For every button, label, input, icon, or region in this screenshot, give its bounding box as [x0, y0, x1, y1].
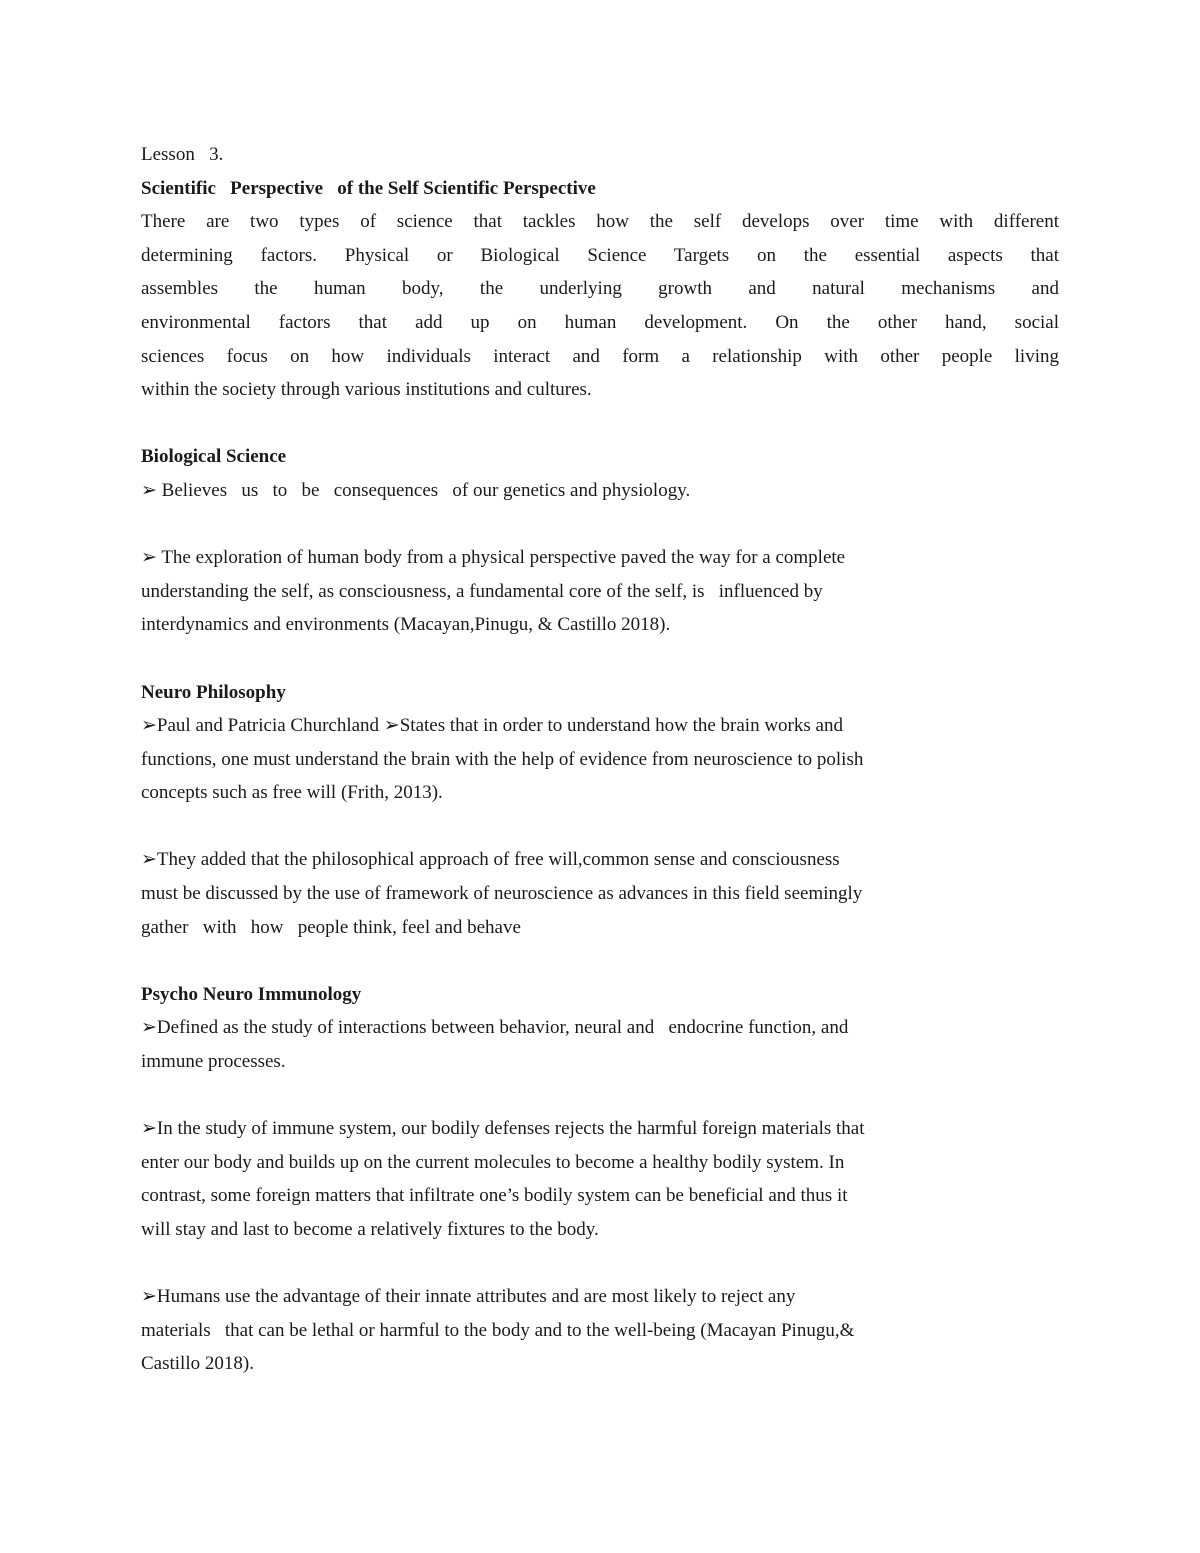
bullet-line: immune processes. — [141, 1051, 286, 1073]
document-title: Scientific Perspective of the Self Scientific Perspective — [141, 177, 596, 199]
intro-line: determining factors. Physical or Biological Science Targets on the essential aspects that — [141, 244, 1059, 266]
intro-line: sciences focus on how individuals interact and form a relationship with other people living — [141, 345, 1059, 367]
intro-line: There are two types of science that tackles how the self develops over time with different — [141, 211, 1059, 233]
section-psycho-neuro-immunology — [141, 978, 1059, 1381]
section-heading: Psycho Neuro Immunology — [141, 983, 362, 1005]
document-page — [141, 138, 1059, 1381]
bullet-line: materials that can be lethal or harmful to the body and to the well-being (Macayan Pinugu,& — [141, 1319, 855, 1341]
bullet-line: enter our body and builds up on the current molecules to become a healthy bodily system. In — [141, 1151, 845, 1173]
intro-paragraph — [141, 205, 1059, 407]
bullet-line: ➢Paul and Patricia Churchland ➢States that in order to understand how the brain works and — [141, 715, 843, 737]
lesson-label: Lesson 3. — [141, 144, 224, 165]
bullet-item — [141, 843, 1059, 944]
bullet-line: ➢Defined as the study of interactions between behavior, neural and endocrine function, and — [141, 1017, 849, 1039]
bullet-line: ➢In the study of immune system, our bodily defenses rejects the harmful foreign materials that — [141, 1118, 865, 1140]
bullet-line: ➢ The exploration of human body from a physical perspective paved the way for a complete — [141, 547, 846, 569]
section-heading: Biological Science — [141, 446, 287, 468]
section-neuro-philosophy — [141, 676, 1059, 945]
bullet-item — [141, 1011, 1059, 1078]
bullet-item: ➢ Believes us to be consequences of our genetics and physiology. — [141, 479, 691, 501]
intro-line: environmental factors that add up on human development. On the other hand, social — [141, 311, 1059, 333]
bullet-line: will stay and last to become a relatively fixtures to the body. — [141, 1219, 599, 1240]
bullet-line: interdynamics and environments (Macayan,Pinugu, & Castillo 2018). — [141, 614, 671, 636]
section-biological-science — [141, 440, 1059, 642]
bullet-item — [141, 1280, 1059, 1381]
bullet-line: understanding the self, as consciousness, a fundamental core of the self, is influenced by — [141, 580, 823, 602]
bullet-line: gather with how people think, feel and behave — [141, 916, 521, 938]
bullet-item — [141, 709, 1059, 810]
bullet-line: ➢They added that the philosophical approach of free will,common sense and consciousness — [141, 849, 840, 871]
bullet-line: ➢Humans use the advantage of their innate attributes and are most likely to reject any — [141, 1286, 796, 1308]
intro-line: within the society through various institutions and cultures. — [141, 379, 592, 401]
bullet-line: Castillo 2018). — [141, 1353, 254, 1375]
bullet-item — [141, 1112, 1059, 1246]
intro-line: assembles the human body, the underlying growth and natural mechanisms and — [141, 278, 1059, 300]
section-heading: Neuro Philosophy — [141, 681, 286, 703]
bullet-line: contrast, some foreign matters that infiltrate one’s bodily system can be beneficial and thus it — [141, 1185, 848, 1207]
bullet-line: functions, one must understand the brain with the help of evidence from neuroscience to polish — [141, 748, 864, 770]
bullet-line: must be discussed by the use of framework of neuroscience as advances in this field seemingly — [141, 883, 863, 905]
bullet-line: concepts such as free will (Frith, 2013). — [141, 782, 443, 804]
bullet-item — [141, 541, 1059, 642]
